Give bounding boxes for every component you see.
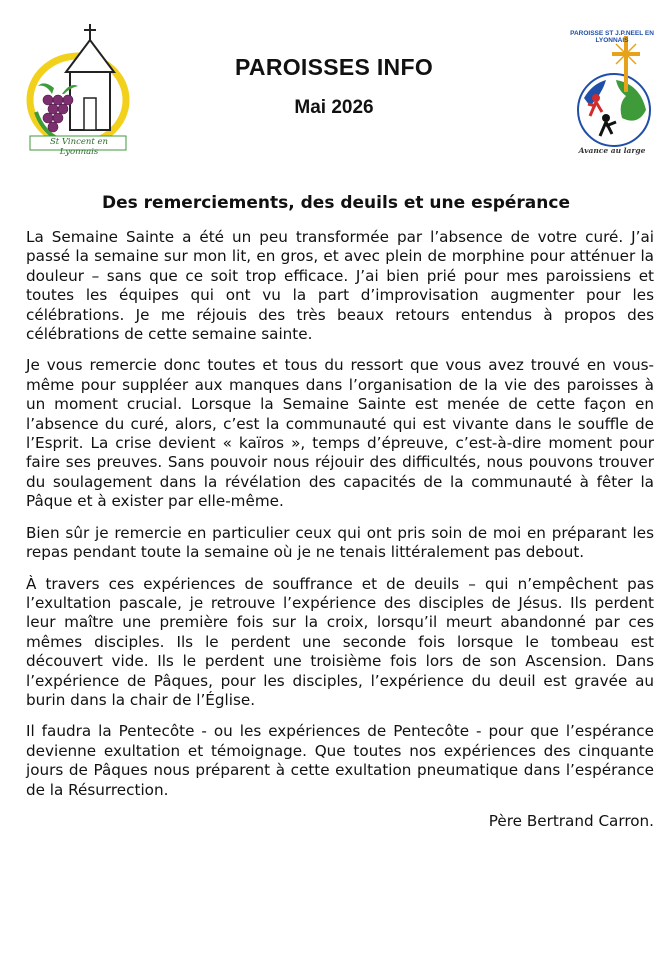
- article-paragraph: Bien sûr je remercie en particulier ceux qui ont pris soin de moi en préparant les repas pendant toute la semaine où je ne tenais littéralement pas debout.: [26, 523, 654, 562]
- article-paragraph: Il faudra la Pentecôte - ou les expériences de Pentecôte - pour que l’espérance devienne exultation et témoignage. Que toutes nos expériences des cinquante jours de Pâques nous préparent à cette exultation pneumatique dans l’espérance de la Résurrection.: [26, 722, 654, 799]
- paroisse-neel-logo-top: PAROISSE ST J.P.NEEL EN LYONNAIS: [570, 30, 654, 44]
- page-title: PAROISSES INFO: [234, 54, 434, 80]
- issue-date: Mai 2026: [294, 97, 374, 118]
- article-headline: Des remerciements, des deuils et une espérance: [102, 193, 570, 213]
- article-signature: Père Bertrand Carron.: [488, 811, 654, 830]
- paroisse-neel-logo-bottom: Avance au large: [578, 146, 646, 155]
- page-header: [0, 0, 668, 172]
- article-paragraph: La Semaine Sainte a été un peu transformée par l’absence de votre curé. J’ai passé la semaine sur mon lit, en gros, et avec plein de morphine pour atténuer la douleur – sans que ce soit trop efficace. J’ai bien prié pour mes paroissiens et toutes les équipes qui ont vu la part d’improvisation augmenter pour les célébrations. Je me réjouis des très beaux retours entendus à propos des célébrations de cette semaine sainte.: [26, 228, 654, 344]
- article-paragraph: À travers ces expériences de souffrance et de deuils – qui n’empêchent pas l’exultation pascale, je retrouve l’expérience des disciples de Jésus. Ils perdent leur maître une première fois sur la croix, lorsqu’il meurt abandonné par ces mêmes disciples. Ils le perdent une seconde fois lorsque le tombeau est découvert vide. Ils le perdent une troisième fois lors de son Ascension. Dans l’expérience de Pâques, pour les disciples, l’expérience du deuil est gravée au burin dans la chair de l’Église.: [26, 574, 654, 709]
- article-paragraph: Je vous remercie donc toutes et tous du ressort que vous avez trouvé en vous-même pour suppléer aux manques dans l’organisation de la vie des paroisses à un moment crucial. Lorsque la Semaine Sainte est menée de cette façon en l’absence du curé, alors, c’est la communauté qui est vivante dans le souffle de l’Esprit. La crise devient « kaïros », temps d’épreuve, c’est-à-dire moment pour faire ses preuves. Sans pouvoir nous réjouir des difficultés, nous pouvons trouver du soulagement dans la révélation des capacités de la communauté à fêter la Pâque et à exister par elle-même.: [26, 356, 654, 511]
- st-vincent-logo: [26, 22, 132, 154]
- article-body: [26, 228, 654, 831]
- st-vincent-logo-caption: St Vincent en Lyonnais: [49, 137, 108, 157]
